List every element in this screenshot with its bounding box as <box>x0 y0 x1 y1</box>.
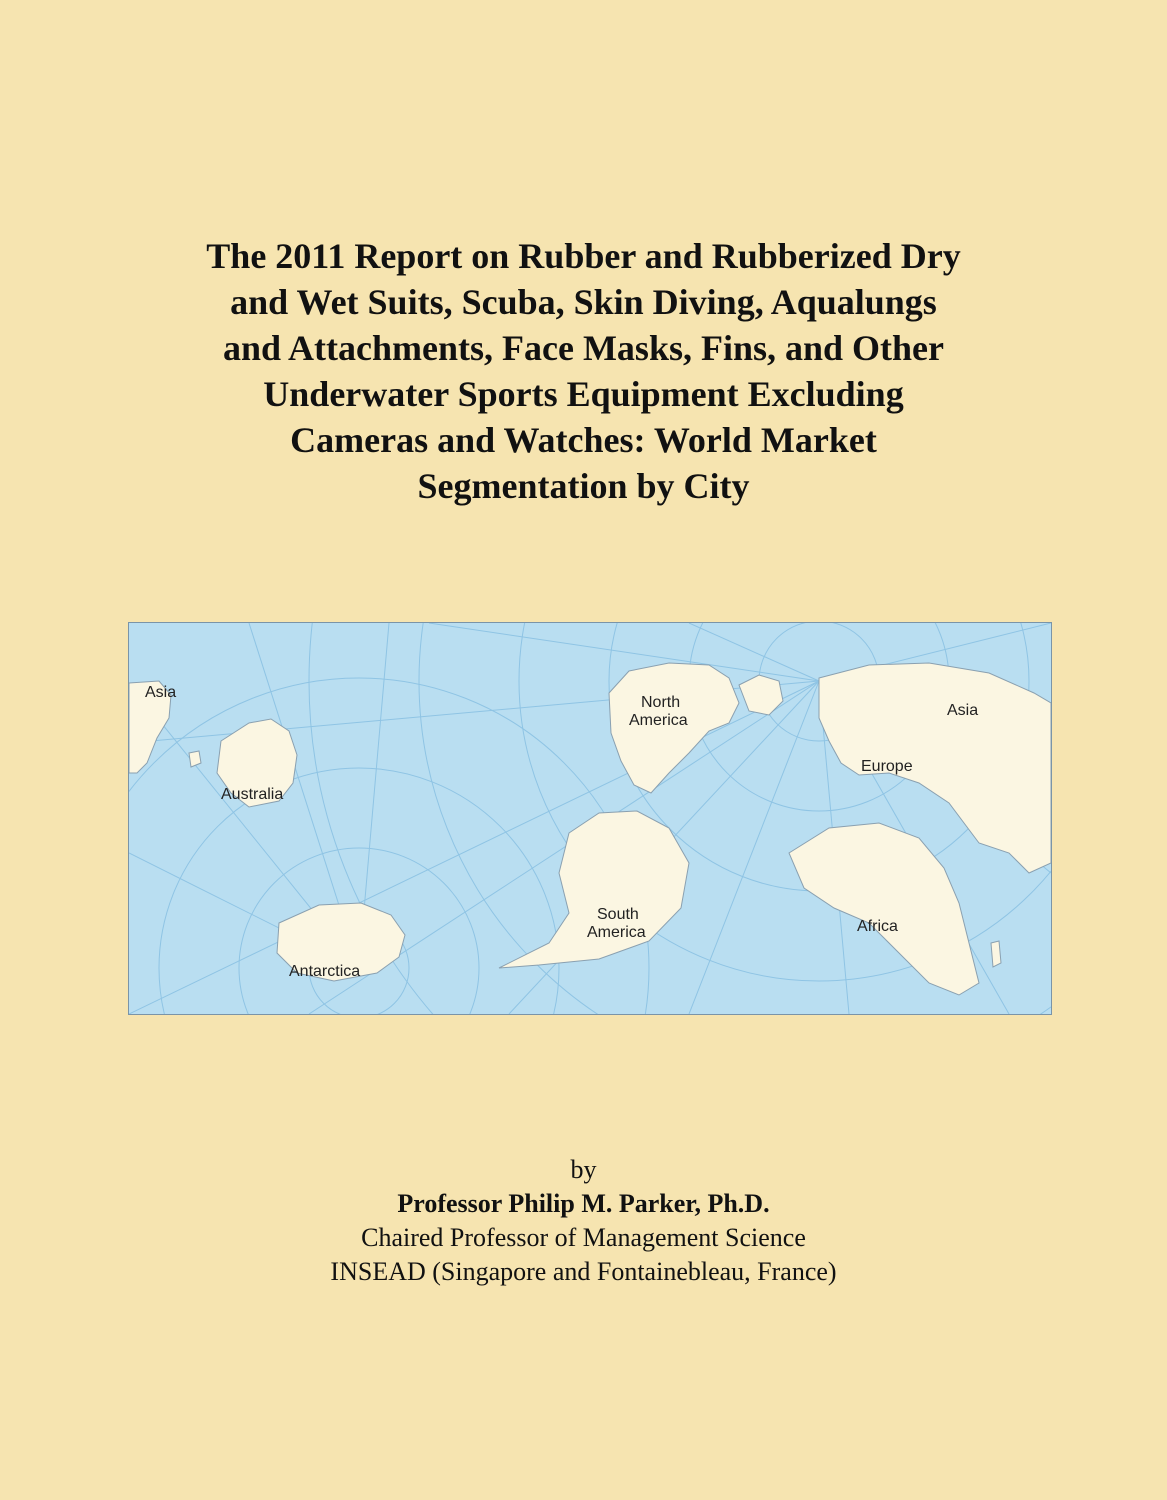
label-australia: Australia <box>221 786 284 803</box>
label-asia-west: Asia <box>145 684 177 701</box>
title-line: The 2011 Report on Rubber and Rubberized Dry <box>206 236 961 276</box>
label-south-america-1: South <box>597 906 639 923</box>
label-south-america-2: America <box>587 924 646 941</box>
label-north-america-2: America <box>629 712 688 729</box>
label-africa: Africa <box>857 918 898 935</box>
label-north-america-1: North <box>641 694 681 711</box>
by-label: by <box>570 1155 597 1184</box>
title-line: Underwater Sports Equipment Excluding <box>263 374 904 414</box>
label-asia-east: Asia <box>947 702 979 719</box>
world-map-graphic <box>129 623 1051 1014</box>
continents <box>129 663 1051 995</box>
author-institution: INSEAD (Singapore and Fontainebleau, France) <box>330 1257 837 1286</box>
author-position: Chaired Professor of Management Science <box>361 1223 806 1252</box>
world-map <box>128 622 1052 1015</box>
title-line: and Attachments, Face Masks, Fins, and Other <box>222 328 945 368</box>
title-line: Segmentation by City <box>417 466 750 506</box>
author-name: Professor Philip M. Parker, Ph.D. <box>397 1189 770 1218</box>
title-line: and Wet Suits, Scuba, Skin Diving, Aqualungs <box>230 282 937 322</box>
book-title <box>100 233 1067 509</box>
label-antarctica: Antarctica <box>289 963 361 980</box>
title-line: Cameras and Watches: World Market <box>290 420 877 460</box>
byline <box>100 1153 1067 1289</box>
label-europe: Europe <box>861 758 913 775</box>
